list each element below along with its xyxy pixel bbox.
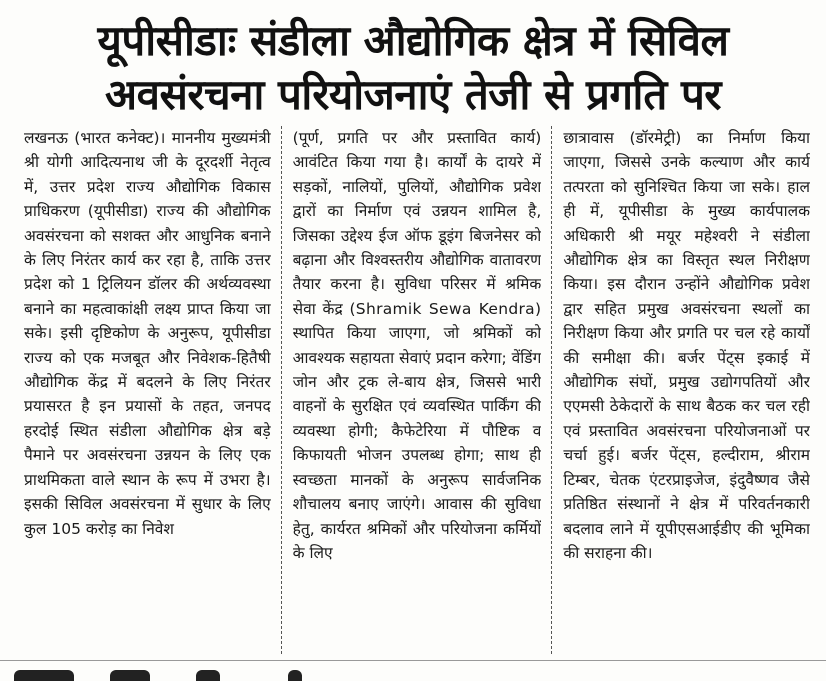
article-column-2: [293, 126, 542, 651]
article-column-1: [24, 126, 271, 651]
cutoff-glyph: [14, 670, 74, 681]
page-bottom-rule: [0, 660, 826, 661]
shramik-sewa-kendra-text: (Shramik Sewa Kendra): [349, 299, 542, 318]
next-article-cutoff: [0, 664, 826, 681]
cutoff-glyph: [196, 670, 220, 681]
cutoff-glyph: [288, 670, 302, 681]
headline: [0, 14, 826, 122]
headline-line-2: अवसंरचना परियोजनाएं तेजी से प्रगति पर: [105, 70, 721, 119]
cutoff-glyph: [110, 670, 150, 681]
column-2-text-part-2: स्थापित किया जाएगा, जो श्रमिकों को आवश्यक सहायता सेवाएं प्रदान करेगा; वेंडिंग जोन और ट्रक ले-बाय क्षेत्र, जिससे भारी वाहनों के सुरक्षित एवं व्यवस्थित पार्किंग की व्यवस्था होगी; कैफेटेरिया में पौष्टिक व किफायती भोजन उपलब्ध होगा; साथ ही स्वच्छता मानकों के अनुरूप सार्वजनिक शौचालय बनाए जाएंगे। आवास की सुविधा हेतु, कार्यरत श्रमिकों और परियोजना कर्मियों के लिए: [292, 324, 542, 562]
article-column-3: [563, 126, 810, 651]
column-divider-1: [281, 126, 283, 654]
column-divider-2: [551, 126, 553, 654]
column-1-text: लखनऊ (भारत कनेक्ट)। माननीय मुख्यमंत्री श्री योगी आदित्यनाथ जी के दूरदर्शी नेतृत्व में, उत्तर प्रदेश राज्य औद्योगिक विकास प्राधिकरण (यूपीसीडा) राज्य की औद्योगिक अवसंरचना को सशक्त और आधुनिक बनाने के लिए निरंतर कार्य कर रहा है, ताकि उत्तर प्रदेश को 1 ट्रिलियन डॉलर की अर्थव्यवस्था बनाने का महत्वाकांक्षी लक्ष्य प्राप्त किया जा सके। इसी दृष्टिकोण के अनुरूप, यूपीसीडा राज्य को एक मजबूत और निवेशक-हितैषी औद्योगिक केंद्र में बदलने के लिए निरंतर प्रयासरत है इन प्रयासों के तहत, जनपद हरदोई स्थित संडीला औद्योगिक क्षेत्र बड़े पैमाने पर अवसंरचना उन्नयन के लिए एक प्राथमिकता वाले स्थान के रूप में उभरा है। इसकी सिविल अवसंरचना में सुधार के लिए कुल 105 करोड़ का निवेश: [24, 129, 271, 538]
article-body: [24, 126, 810, 654]
column-2-text-part-1: (पूर्ण, प्रगति पर और प्रस्तावित कार्य) आवंटित किया गया है। कार्यों के दायरे में सड़कों, नालियों, पुलियों, औद्योगिक प्रवेश द्वारों का निर्माण एवं उन्नयन शामिल है, जिसका उद्देश्य ईज ऑफ डूइंग बिजनेसर को बढ़ाना और विश्वस्तरीय औद्योगिक वातावरण तैयार करना है। सुविधा परिसर में श्रमिक सेवा केंद्र: [292, 129, 542, 318]
column-3-text: छात्रावास (डॉरमेट्री) का निर्माण किया जाएगा, जिससे उनके कल्याण और कार्य तत्परता को सुनिश्चित किया जा सके। हाल ही में, यूपीसीडा के मुख्य कार्यपालक अधिकारी श्री मयूर महेश्वरी ने संडीला औद्योगिक क्षेत्र का विस्तृत स्थल निरीक्षण किया। इस दौरान उन्होंने औद्योगिक प्रवेश द्वार सहित प्रमुख अवसंरचना स्थलों का निरीक्षण किया और प्रगति पर चल रहे कार्यों की समीक्षा की। बर्जर पेंट्स इकाई में औद्योगिक संघों, प्रमुख उद्योगपतियों और एएमसी ठेकेदारों के साथ बैठक कर चल रही एवं प्रस्तावित अवसंरचना परियोजनाओं पर चर्चा हुई। बर्जर पेंट्स, हल्दीराम, श्रीराम टिम्बर, चेतक एंटरप्राइजेज, इंदुवैष्णव जैसे प्रतिष्ठित संस्थानों ने क्षेत्र में परिवर्तनकारी बदलाव लाने में यूपीएसआईडीए की भूमिका की सराहना की।: [563, 129, 810, 562]
column-2-text: [293, 126, 542, 565]
headline-line-1: यूपीसीडाः संडीला औद्योगिक क्षेत्र में सिविल: [97, 16, 729, 65]
